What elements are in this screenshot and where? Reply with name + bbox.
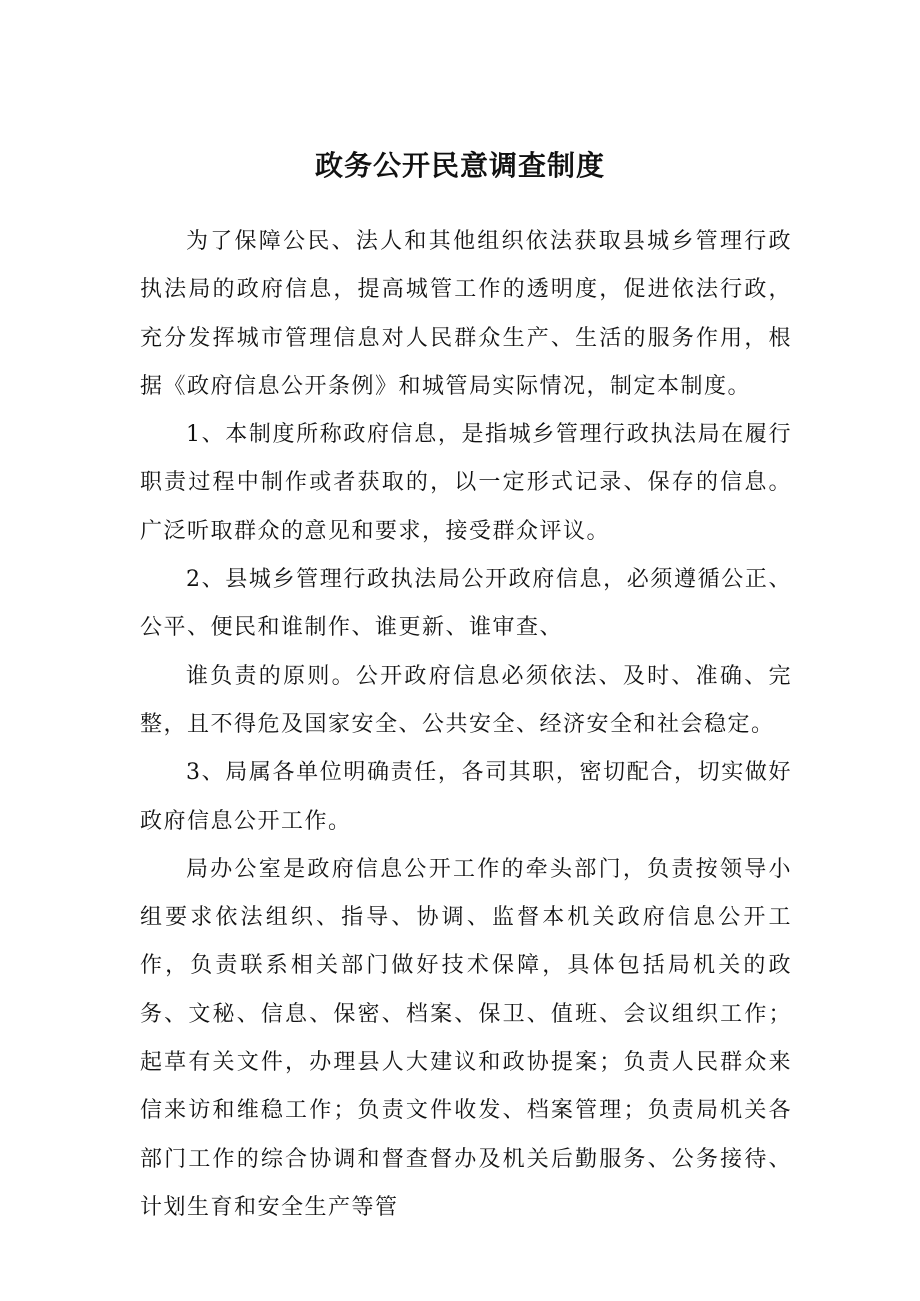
document-title: 政务公开民意调查制度: [314, 149, 605, 182]
paragraph-office-duties: 局办公室是政府信息公开工作的牵头部门，负责按领导小组要求依法组织、指导、协调、监督本机关政府信息公开工作，负责联系相关部门做好技术保障，具体包括局机关的政务、文秘、信息、保密、档案、保卫、值班、会议组织工作；起草有关文件，办理县人大建议和政协提案；负责人民群众来信来访和维稳工作；负责文件收发、档案管理；负责局机关各部门工作的综合协调和督查督办及机关后勤服务、公务接待、计划生育和安全生产等管: [140, 856, 792, 1220]
paragraph-intro: 为了保障公民、法人和其他组织依法获取县城乡管理行政执法局的政府信息，提高城管工作的透明度，促进依法行政，充分发挥城市管理信息对人民群众生产、生活的服务作用，根据《政府信息公开条例》和城管局实际情况，制定本制度。: [140, 229, 792, 399]
paragraph-item-1: 1、本制度所称政府信息，是指城乡管理行政执法局在履行职责过程中制作或者获取的，以一定形式记录、保存的信息。广泛听取群众的意见和要求，接受群众评议。: [140, 422, 792, 544]
paragraph-item-3: 3、局属各单位明确责任，各司其职，密切配合，切实做好政府信息公开工作。: [140, 760, 792, 834]
paragraph-item-2-continued: 谁负责的原则。公开政府信息必须依法、及时、准确、完整，且不得危及国家安全、公共安全、经济安全和社会稳定。: [140, 663, 792, 737]
document-body: [140, 218, 792, 1232]
paragraph-item-2: 2、县城乡管理行政执法局公开政府信息，必须遵循公正、公平、便民和谁制作、谁更新、谁审查、: [140, 567, 792, 641]
